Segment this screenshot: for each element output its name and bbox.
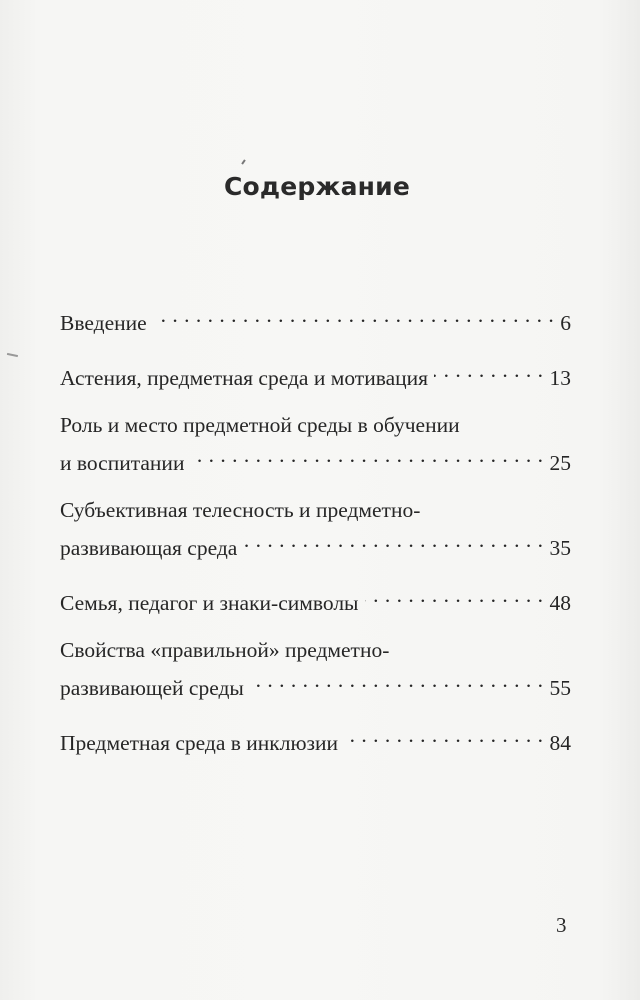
toc-entry-properties[interactable] <box>60 635 571 703</box>
toc-page-number: 25 <box>549 451 571 475</box>
toc-entry-title-line: Роль и место предметной среды в обучении <box>60 413 460 437</box>
toc-entry-title: Семья, педагог и знаки-символы <box>60 591 359 615</box>
toc-entry-introduction[interactable] <box>60 300 571 338</box>
leader-dots <box>434 355 543 385</box>
toc-page-number: 55 <box>549 676 571 700</box>
toc-entry-title: Введение <box>60 311 147 335</box>
toc-entry-corporeality[interactable] <box>60 495 571 563</box>
toc-page-number: 13 <box>549 366 571 390</box>
toc-entry-asthenia[interactable] <box>60 355 571 393</box>
toc-entry-title-line: Свойства «правильной» предметно- <box>60 638 390 662</box>
folio-page-number: 3 <box>556 913 567 937</box>
toc-entry-title: Астения, предметная среда и мотивация <box>60 366 429 390</box>
leader-dots <box>250 665 544 695</box>
leader-dots <box>153 300 555 330</box>
leader-dots <box>344 720 543 750</box>
ink-speck <box>241 159 246 164</box>
toc-entry-family[interactable] <box>60 580 571 618</box>
toc-page-number: 6 <box>560 311 571 335</box>
toc-entry-title: развивающая среда <box>60 536 238 560</box>
toc-entry-title: Предметная среда в инклюзии <box>60 731 339 755</box>
toc-entry-inclusion[interactable] <box>60 720 571 758</box>
leader-dots <box>365 580 544 610</box>
toc-entry-title: и воспитании <box>60 451 185 475</box>
toc-page-number: 35 <box>549 536 571 560</box>
ink-speck <box>7 353 18 357</box>
page-title: Содержание <box>223 172 411 201</box>
leader-dots <box>190 440 543 470</box>
leader-dots <box>243 525 543 555</box>
table-of-contents <box>60 300 571 775</box>
toc-entry-title: развивающей среды <box>60 676 244 700</box>
toc-entry-role[interactable] <box>60 410 571 478</box>
toc-entry-title-line: Субъективная телесность и предметно- <box>60 498 421 522</box>
toc-page-number: 48 <box>549 591 571 615</box>
toc-page-number: 84 <box>549 731 571 755</box>
